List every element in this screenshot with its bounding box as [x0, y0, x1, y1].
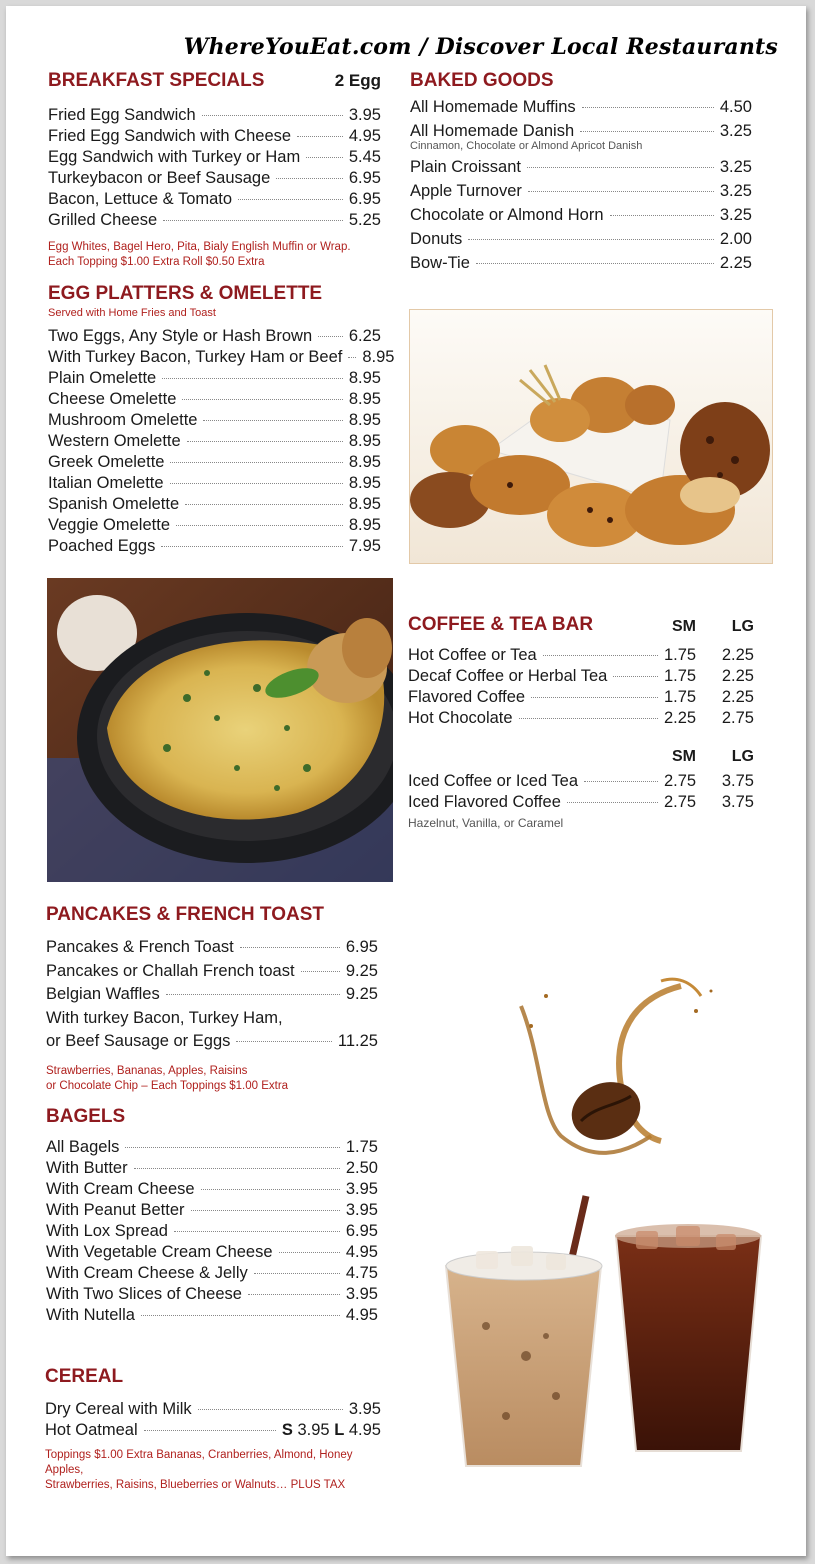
menu-item: Decaf Coffee or Herbal Tea 1.75 2.25: [408, 667, 754, 685]
menu-item: Bacon, Lettuce & Tomato 6.95: [48, 190, 381, 208]
coffee-bean-splash-icon: [501, 966, 726, 1166]
pastry-image: [410, 310, 772, 563]
menu-item: All Homemade Muffins 4.50: [410, 98, 752, 116]
breakfast-section: [48, 70, 381, 270]
menu-item: Italian Omelette 8.95: [48, 474, 381, 492]
menu-item: Hot Chocolate 2.25 2.75: [408, 709, 754, 727]
pastry-photo: [409, 309, 773, 564]
size-lg-label: LG: [731, 618, 754, 635]
menu-item: Hot Oatmeal S 3.95 L 4.95: [45, 1421, 381, 1439]
pancakes-title: PANCAKES & FRENCH TOAST: [46, 904, 324, 925]
platters-title: EGG PLATTERS & OMELETTE: [48, 283, 323, 304]
menu-item: With Lox Spread 6.95: [46, 1222, 378, 1240]
platters-subtitle: Served with Home Fries and Toast: [48, 307, 216, 319]
cereal-title: CEREAL: [45, 1366, 124, 1387]
cereal-section: [45, 1366, 381, 1493]
menu-item: With Cream Cheese & Jelly 4.75: [46, 1264, 378, 1282]
breakfast-title: BREAKFAST SPECIALS: [48, 70, 265, 91]
menu-item: Plain Croissant 3.25: [410, 158, 752, 176]
size-sm-label: SM: [672, 618, 696, 635]
menu-item: Fried Egg Sandwich with Cheese 4.95: [48, 127, 381, 145]
pancakes-note: Strawberries, Bananas, Apples, Raisins or Chocolate Chip – Each Toppings $1.00 Extra: [46, 1064, 289, 1092]
menu-item: Chocolate or Almond Horn 3.25: [410, 206, 752, 224]
menu-item: With Turkey Bacon, Turkey Ham or Beef 8.95: [48, 348, 395, 366]
coffee-title: COFFEE & TEA BAR: [408, 614, 594, 635]
menu-item: Iced Flavored Coffee 2.75 3.75: [408, 793, 754, 811]
iced-drinks: [436, 1186, 766, 1476]
size-lg-label: LG: [731, 748, 754, 765]
menu-item: Mushroom Omelette 8.95: [48, 411, 381, 429]
breakfast-note: Egg Whites, Bagel Hero, Pita, Bialy English Muffin or Wrap. Each Topping $1.00 Extra Roll $0.50 Extra: [48, 241, 351, 268]
menu-item: All Homemade Danish 3.25: [410, 122, 752, 140]
menu-item: Greek Omelette 8.95: [48, 453, 381, 471]
pancakes-section: [46, 904, 378, 1094]
menu-item: or Beef Sausage or Eggs 11.25: [46, 1032, 378, 1050]
menu-item: Iced Coffee or Iced Tea 2.75 3.75: [408, 772, 754, 790]
menu-item: Veggie Omelette 8.95: [48, 516, 381, 534]
cereal-note: Toppings $1.00 Extra Bananas, Cranberries, Almond, Honey Apples, Strawberries, Raisins, Blueberries or Walnuts… PLUS TAX: [45, 1449, 353, 1491]
menu-item: Pancakes or Challah French toast 9.25: [46, 961, 378, 980]
baked-section: [410, 70, 752, 278]
menu-item: Turkeybacon or Beef Sausage 6.95: [48, 169, 381, 187]
menu-item: With Butter 2.50: [46, 1159, 378, 1177]
breakfast-items: [48, 106, 381, 232]
breakfast-column-label: 2 Egg: [334, 71, 381, 90]
coffee-splash: [501, 966, 726, 1166]
iced-note: Hazelnut, Vanilla, or Caramel: [408, 816, 564, 830]
menu-item: Fried Egg Sandwich 3.95: [48, 106, 381, 124]
menu-item: All Bagels 1.75: [46, 1138, 378, 1156]
platters-section: [48, 283, 395, 558]
menu-item: With Two Slices of Cheese 3.95: [46, 1285, 378, 1303]
menu-item: Plain Omelette 8.95: [48, 369, 381, 387]
menu-item: With Cream Cheese 3.95: [46, 1180, 378, 1198]
menu-item: Bow-Tie 2.25: [410, 254, 752, 272]
menu-item: With Nutella 4.95: [46, 1306, 378, 1324]
menu-item: Dry Cereal with Milk 3.95: [45, 1400, 381, 1418]
menu-item: Grilled Cheese 5.25: [48, 211, 381, 229]
menu-item: With Peanut Better 3.95: [46, 1201, 378, 1219]
coffee-section: [408, 614, 754, 834]
menu-item: Hot Coffee or Tea 1.75 2.25: [408, 646, 754, 664]
menu-item: Egg Sandwich with Turkey or Ham 5.45: [48, 148, 381, 166]
menu-item: Spanish Omelette 8.95: [48, 495, 381, 513]
danish-note: Cinnamon, Chocolate or Almond Apricot Danish: [410, 140, 643, 152]
menu-item: Donuts 2.00: [410, 230, 752, 248]
menu-item: With Vegetable Cream Cheese 4.95: [46, 1243, 378, 1261]
bagels-title: BAGELS: [46, 1106, 126, 1127]
menu-item: Belgian Waffles 9.25: [46, 985, 378, 1003]
size-sm-label: SM: [672, 748, 696, 765]
iced-drinks-image: [436, 1186, 766, 1476]
baked-title: BAKED GOODS: [410, 70, 554, 91]
menu-item-multiline: With turkey Bacon, Turkey Ham,: [46, 1008, 283, 1027]
omelette-photo: [47, 578, 393, 882]
menu-page: [6, 6, 806, 1556]
menu-item: Flavored Coffee 1.75 2.25: [408, 688, 754, 706]
menu-item: Poached Eggs 7.95: [48, 537, 381, 555]
menu-item: Cheese Omelette 8.95: [48, 390, 381, 408]
omelette-image: [47, 578, 393, 882]
bagels-section: [46, 1106, 378, 1327]
site-banner[interactable]: WhereYouEat.com / Discover Local Restaurants: [183, 34, 778, 60]
menu-item: Pancakes & French Toast 6.95: [46, 938, 378, 956]
menu-item: Apple Turnover 3.25: [410, 182, 752, 200]
menu-item: Western Omelette 8.95: [48, 432, 381, 450]
menu-item: Two Eggs, Any Style or Hash Brown 6.25: [48, 327, 381, 345]
